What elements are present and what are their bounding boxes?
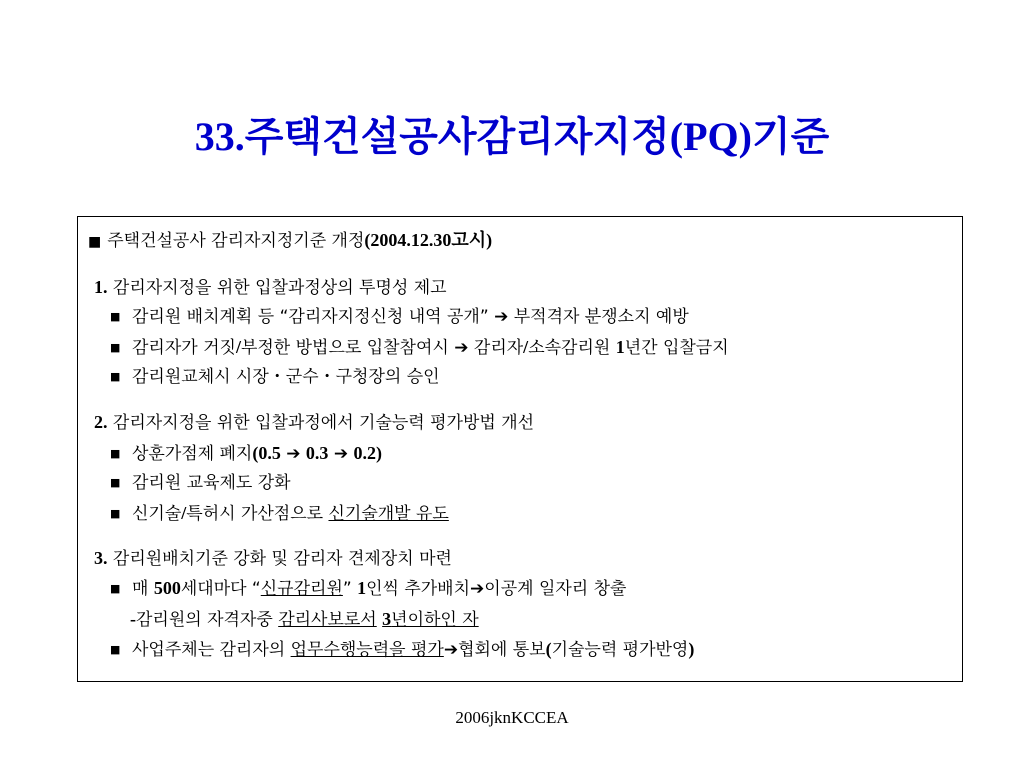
bullet-icon: ■ <box>110 447 121 460</box>
bullet-text: 협회에 통보 <box>458 640 546 660</box>
section1-bullet-3 <box>110 366 440 388</box>
underlined-text: 년이하인 자 <box>391 610 479 630</box>
bullet-icon: ■ <box>110 507 121 520</box>
slash: / <box>235 337 241 357</box>
footer-text: 2006jknKCCEA <box>455 708 569 727</box>
section1-number: 1. <box>94 277 108 297</box>
dash: - <box>130 609 136 629</box>
section3-bullet-1 <box>110 577 626 600</box>
section3-bullet-2 <box>110 638 694 661</box>
slash: / <box>523 337 529 357</box>
header-date-suffix: 고시) <box>451 230 493 250</box>
bullet-text: 기술능력 평가반영 <box>551 640 689 660</box>
section2-bullet-2 <box>110 472 291 494</box>
paren: ( <box>545 639 552 659</box>
underlined-text: 신기술개발 유도 <box>328 504 449 524</box>
bullet-text: 특허시 가산점으로 <box>186 504 324 524</box>
header-line <box>88 229 492 253</box>
bullet-text: 감리자가 거짓 <box>132 338 236 358</box>
title-pq: (PQ) <box>669 114 752 159</box>
bullet-icon: ■ <box>110 310 121 323</box>
section2-bullet-3 <box>110 502 449 525</box>
arrow-icon: ➔ <box>333 444 349 464</box>
section1-bullet-1 <box>110 306 689 328</box>
slide-title <box>0 105 1024 162</box>
bullet-icon: ■ <box>110 370 121 383</box>
arrow-icon: ➔ <box>443 640 459 660</box>
section3-subline <box>130 608 479 631</box>
bullet-text: 이공계 일자리 창출 <box>484 579 627 599</box>
value: 0.3 <box>305 443 329 463</box>
bullet-text: 인씩 추가배치 <box>366 579 471 599</box>
bullet-text: 사업주체는 감리자의 <box>132 640 286 660</box>
bullet-icon: ■ <box>110 582 121 595</box>
title-text-2: 기준 <box>751 114 830 159</box>
section2-heading-text: 감리자지정을 위한 입찰과정에서 기술능력 평가방법 개선 <box>112 413 535 433</box>
value: 0.2) <box>353 443 382 463</box>
bullet-text: 감리원의 자격자중 <box>136 610 273 630</box>
content-box <box>77 216 963 682</box>
number: 500 <box>153 578 181 598</box>
bullet-icon: ■ <box>110 476 121 489</box>
header-text: 주택건설공사 감리자지정기준 개정 <box>107 231 365 251</box>
bullet-text: 감리원교체시 시장・군수・구청장의 승인 <box>132 367 440 387</box>
bullet-text: 상훈가점제 폐지 <box>132 444 253 464</box>
bullet-text: 세대마다 “ <box>180 579 261 599</box>
arrow-icon: ➔ <box>494 307 509 327</box>
bullet-text: 감리원 배치계획 등 “감리자지정신청 내역 공개” <box>132 307 489 327</box>
number: 3 <box>382 609 392 629</box>
bullet-text: ” <box>342 579 352 599</box>
section2-heading <box>94 411 534 434</box>
bullet-text: 년간 입찰금지 <box>624 338 729 358</box>
arrow-icon: ➔ <box>286 444 301 464</box>
section2-bullet-1 <box>110 442 382 465</box>
bullet-text: 소속감리원 <box>528 338 611 358</box>
bullet-text: 신기술 <box>132 504 182 524</box>
section1-heading <box>94 276 447 299</box>
bullet-text: 감리자 <box>473 338 524 358</box>
underlined-text: 신규감리원 <box>260 579 343 599</box>
title-number: 33. <box>194 114 245 159</box>
header-date-open: ( <box>364 230 371 250</box>
section1-heading-text: 감리자지정을 위한 입찰과정상의 투명성 제고 <box>112 278 447 298</box>
bullet-text: 감리원 교육제도 강화 <box>132 473 291 493</box>
bullet-text: 부정한 방법으로 입찰참여시 <box>240 338 449 358</box>
slash: / <box>181 503 187 523</box>
section3-heading <box>94 547 452 570</box>
paren: ) <box>688 639 695 659</box>
underlined-text: 업무수행능력을 평가 <box>290 640 444 660</box>
bullet-text: 매 <box>132 579 149 599</box>
underlined-text: 감리사보로서 <box>278 610 377 630</box>
arrow-icon: ➔ <box>470 579 485 599</box>
value: (0.5 <box>252 443 281 463</box>
number: 1 <box>357 578 367 598</box>
section3-heading-text: 감리원배치기준 강화 및 감리자 견제장치 마련 <box>112 549 452 569</box>
number: 1 <box>615 337 625 357</box>
square-bullet-icon: ■ <box>88 234 102 250</box>
bullet-text: 부적격자 분쟁소지 예방 <box>513 307 689 327</box>
section3-number: 3. <box>94 548 108 568</box>
bullet-icon: ■ <box>110 643 121 656</box>
bullet-icon: ■ <box>110 341 121 354</box>
title-text-1: 주택건설공사감리자지정 <box>244 114 670 159</box>
section1-bullet-2 <box>110 336 729 359</box>
header-date: 2004.12.30 <box>370 230 452 250</box>
section2-number: 2. <box>94 412 108 432</box>
arrow-icon: ➔ <box>454 338 469 358</box>
